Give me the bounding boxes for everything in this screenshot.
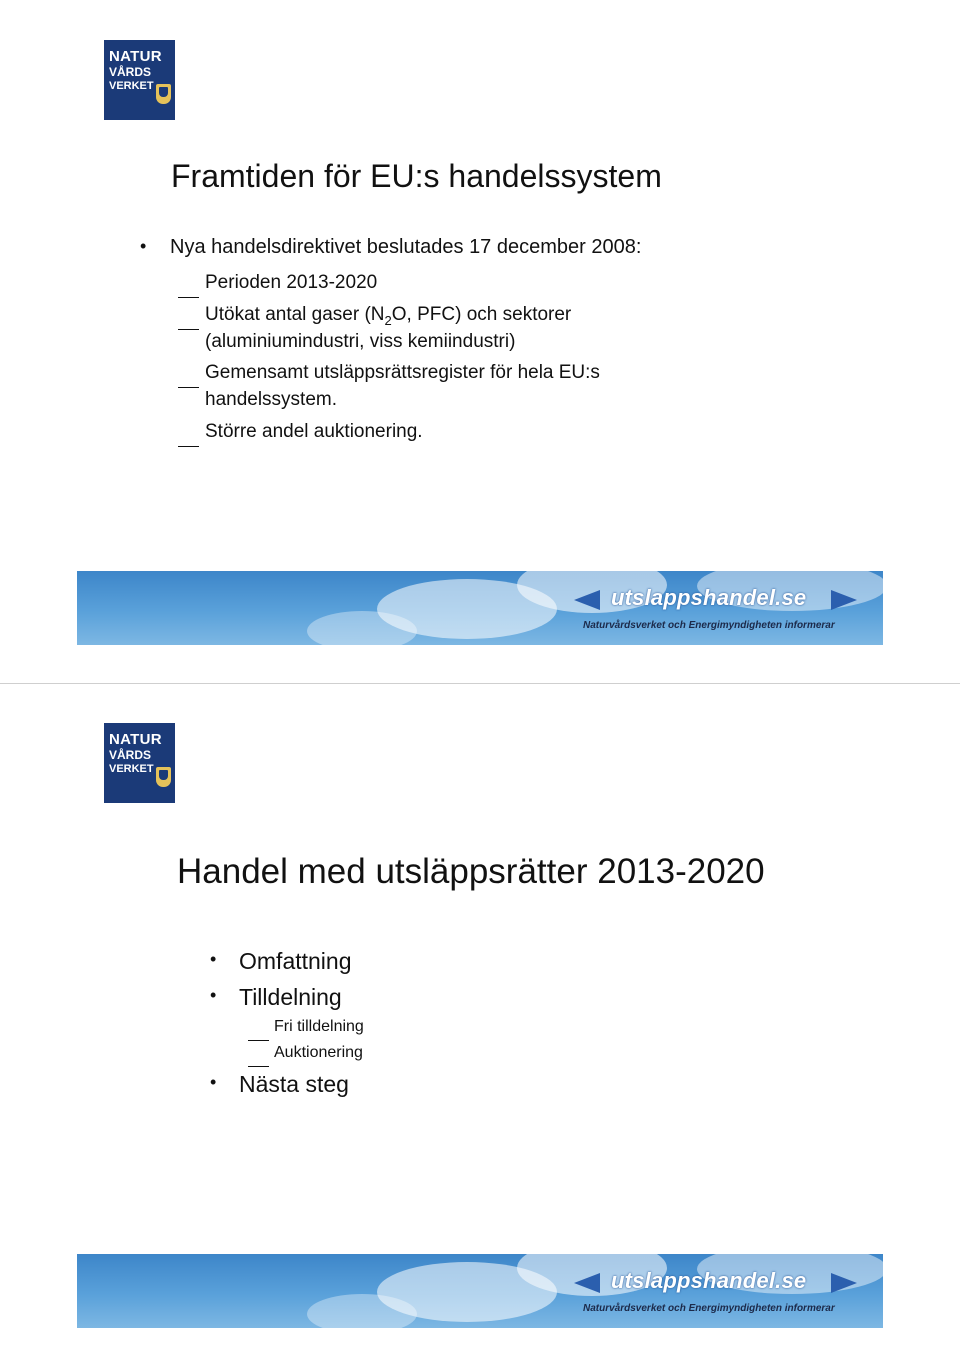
dash-icon <box>178 285 199 303</box>
sub-item-text: Fri tilldelning <box>274 1018 364 1035</box>
arrow-right-icon <box>831 590 857 610</box>
sub-item-text-continued: handelssystem. <box>205 389 338 410</box>
logo-line-1: NATUR <box>109 731 162 748</box>
cloud-shape <box>307 1294 417 1328</box>
crown-crest-icon <box>156 84 171 104</box>
sub-item-text: Gemensamt utsläppsrättsregister för hela EU:s <box>205 362 600 383</box>
naturvardsverket-logo <box>104 723 175 803</box>
bullet-icon: • <box>210 985 217 1005</box>
dash-icon <box>248 1028 269 1046</box>
arrow-left-icon <box>574 590 600 610</box>
slide-1 <box>0 0 960 683</box>
slide-title: Handel med utsläppsrätter 2013-2020 <box>177 852 765 891</box>
sub-item-text-continued: (aluminiumindustri, viss kemiindustri) <box>205 331 516 352</box>
naturvardsverket-logo <box>104 40 175 120</box>
slide-2 <box>0 684 960 1367</box>
slide-title: Framtiden för EU:s handelssystem <box>171 158 662 194</box>
utslappshandel-banner <box>77 571 883 645</box>
logo-line-2: VÅRDS <box>109 748 152 762</box>
utslappshandel-banner <box>77 1254 883 1328</box>
dash-icon <box>248 1054 269 1072</box>
banner-tagline: Naturvårdsverket och Energimyndigheten informerar <box>583 620 835 631</box>
sub-item-text: Större andel auktionering. <box>205 421 423 442</box>
dash-icon <box>178 317 199 335</box>
bullet-icon: • <box>140 236 147 256</box>
crown-crest-icon <box>156 767 171 787</box>
bullet-icon: • <box>210 1072 217 1092</box>
sub-item-text: Utökat antal gaser ($N_2O$, PFC) och sektorer <box>205 304 572 328</box>
logo-line-3: VERKET <box>109 763 154 775</box>
banner-tagline: Naturvårdsverket och Energimyndigheten informerar <box>583 1303 835 1314</box>
bullet-text: Nästa steg <box>239 1071 349 1097</box>
logo-line-3: VERKET <box>109 80 154 92</box>
cloud-shape <box>307 611 417 645</box>
bullet-icon: • <box>210 949 217 969</box>
sub-item-text: Perioden 2013-2020 <box>205 272 378 293</box>
banner-site-name: utslappshandel.se <box>611 585 807 610</box>
logo-line-2: VÅRDS <box>109 65 152 79</box>
arrow-right-icon <box>831 1273 857 1293</box>
logo-line-1: NATUR <box>109 48 162 65</box>
dash-icon <box>178 375 199 393</box>
bullet-text: Nya handelsdirektivet beslutades 17 december 2008: <box>170 236 642 258</box>
sub-item-text: Auktionering <box>274 1044 363 1061</box>
dash-icon <box>178 434 199 452</box>
bullet-text: Tilldelning <box>239 984 342 1010</box>
banner-site-name: utslappshandel.se <box>611 1268 807 1293</box>
arrow-left-icon <box>574 1273 600 1293</box>
bullet-text: Omfattning <box>239 948 352 974</box>
